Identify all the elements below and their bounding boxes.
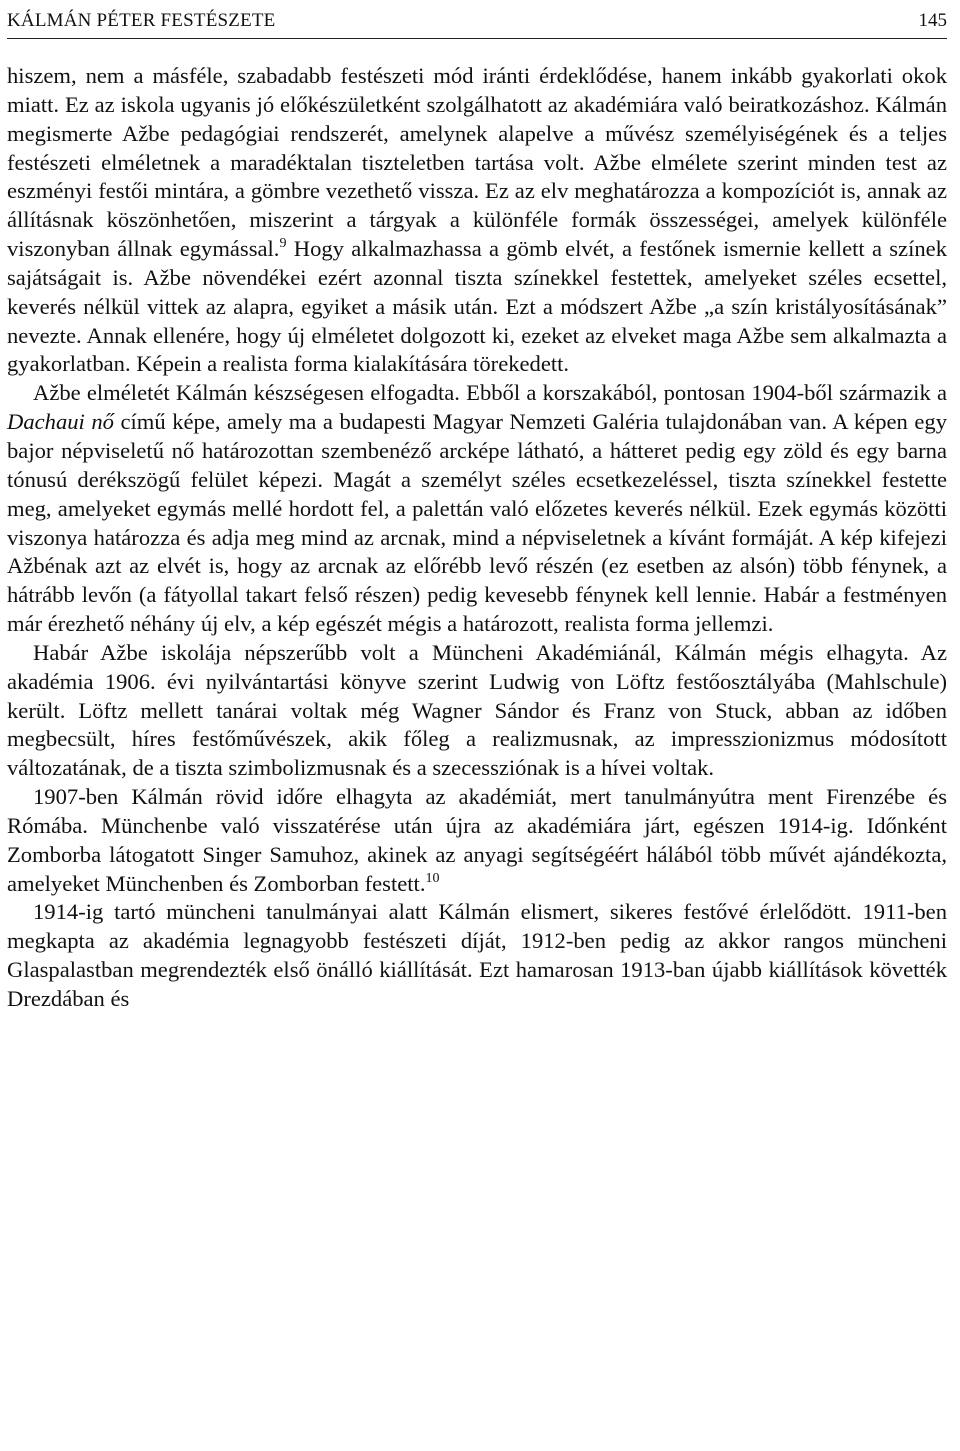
paragraph bbox=[7, 898, 947, 1013]
artwork-title: Dachaui nő bbox=[7, 409, 114, 435]
text-span: Habár Ažbe iskolája népszerűbb volt a Müncheni Akadémiánál, Kálmán mégis elhagyta. Az akadémia 1906. évi nyilvántartási könyve szerint Ludwig von Löftz festőosztályába (Mahlschule) került. Löftz mellett tanárai voltak még Wagner Sándor és Franz von Stuck, abban az időben megbecsült, híres festőművészek, akik főleg a realizmusnak, az impresszionizmus módosított változatának, de a tiszta szimbolizmusnak és a szecessziónak is a hívei voltak. bbox=[7, 639, 947, 781]
document-page bbox=[7, 0, 947, 1451]
footnote-ref-9: 9 bbox=[279, 236, 287, 252]
text-span: Hogy alkalmazhassa a gömb elvét, a festőnek ismernie kellett a színek sajátságait is. Ažbe növendékei ezért azonnal tiszta színekkel festettek, amelyeket széles ecsettel, keverés nélkül vittek az alapra, egyiket a másik után. Ezt a módszert Ažbe „a szín kristályosításának” nevezte. Annak ellenére, hogy új elméletet dolgozott ki, ezeket az elveket maga Ažbe sem alkalmazta a gyakorlatban. Képein a realista forma kialakítására törekedett. bbox=[7, 236, 947, 377]
text-span: 1907-ben Kálmán rövid időre elhagyta az akadémiát, mert tanulmányútra ment Firenzébe és Rómába. Münchenbe való visszatérése után újra az akadémiára járt, egészen 1914-ig. Időnként Zomborba látogatott Singer Samuhoz, akinek az anyagi segítségéért hálából több művét ajándékozta, amelyeket Münchenben és Zomborban festett. bbox=[7, 784, 947, 896]
text-span: című képe, amely ma a budapesti Magyar Nemzeti Galéria tulajdonában van. A képen egy bajor népviseletű nő határozottan szembenéző arcképe látható, a hátteret pedig egy zöld és egy barna tónusú derékszögű felület képezi. Magát a személyt széles ecsetkezeléssel, tiszta színekkel festette meg, amelyeket egymás mellé hordott fel, a palettán való előzetes keverés nélkül. Ezek egymás közötti viszonya határozza és adja meg mind az arcnak, mind a népviseletnek a kívánt formáját. A kép kifejezi Ažbénak azt az elvét is, hogy az arcnak az előrébb levő részén (ez esetben az alsón) több fénynek, a hátrább levőn (a fátyollal takart felső részen) pedig kevesebb fénynek kell lennie. Habár a festményen már érezhető néhány új elv, a kép egészét mégis a határozott, realista forma jellemzi. bbox=[7, 409, 947, 637]
footnote-ref-10: 10 bbox=[425, 870, 440, 886]
page-number: 145 bbox=[918, 10, 947, 31]
text-span: hiszem, nem a másféle, szabadabb festészeti mód iránti érdeklődése, hanem inkább gyakorlati okok miatt. Ez az iskola ugyanis jó előkészületként szolgálhatott az akadémiára való beiratkozáshoz. Kálmán megismerte Ažbe pedagógiai rendszerét, amelynek alapelve a művész személyiségének és a teljes festészeti elméletnek a maradéktalan tiszteletben tartása volt. Ažbe elmélete szerint minden test az eszményi festői mintára, a gömbre vezethető vissza. Ez az elv meghatározza a kompozíciót is, annak az állításnak köszönhetően, miszerint a tárgyak a különféle formák összességei, amelyek különféle viszonyban állnak egymással. bbox=[7, 63, 947, 262]
running-header bbox=[7, 4, 947, 39]
body-text bbox=[7, 62, 947, 1014]
paragraph bbox=[7, 783, 947, 898]
text-span: Ažbe elméletét Kálmán készségesen elfogadta. Ebből a korszakából, pontosan 1904-ből származik a bbox=[33, 380, 947, 406]
paragraph bbox=[7, 639, 947, 783]
paragraph bbox=[7, 62, 947, 379]
running-title: KÁLMÁN PÉTER FESTÉSZETE bbox=[7, 10, 276, 31]
text-span: 1914-ig tartó müncheni tanulmányai alatt Kálmán elismert, sikeres festővé érlelődött. 1911-ben megkapta az akadémia legnagyobb festészeti díját, 1912-ben pedig az akkor rangos müncheni Glaspalastban megrendezték első önálló kiállítását. Ezt hamarosan 1913-ban újabb kiállítások követték Drezdában és bbox=[7, 899, 947, 1011]
paragraph bbox=[7, 379, 947, 639]
